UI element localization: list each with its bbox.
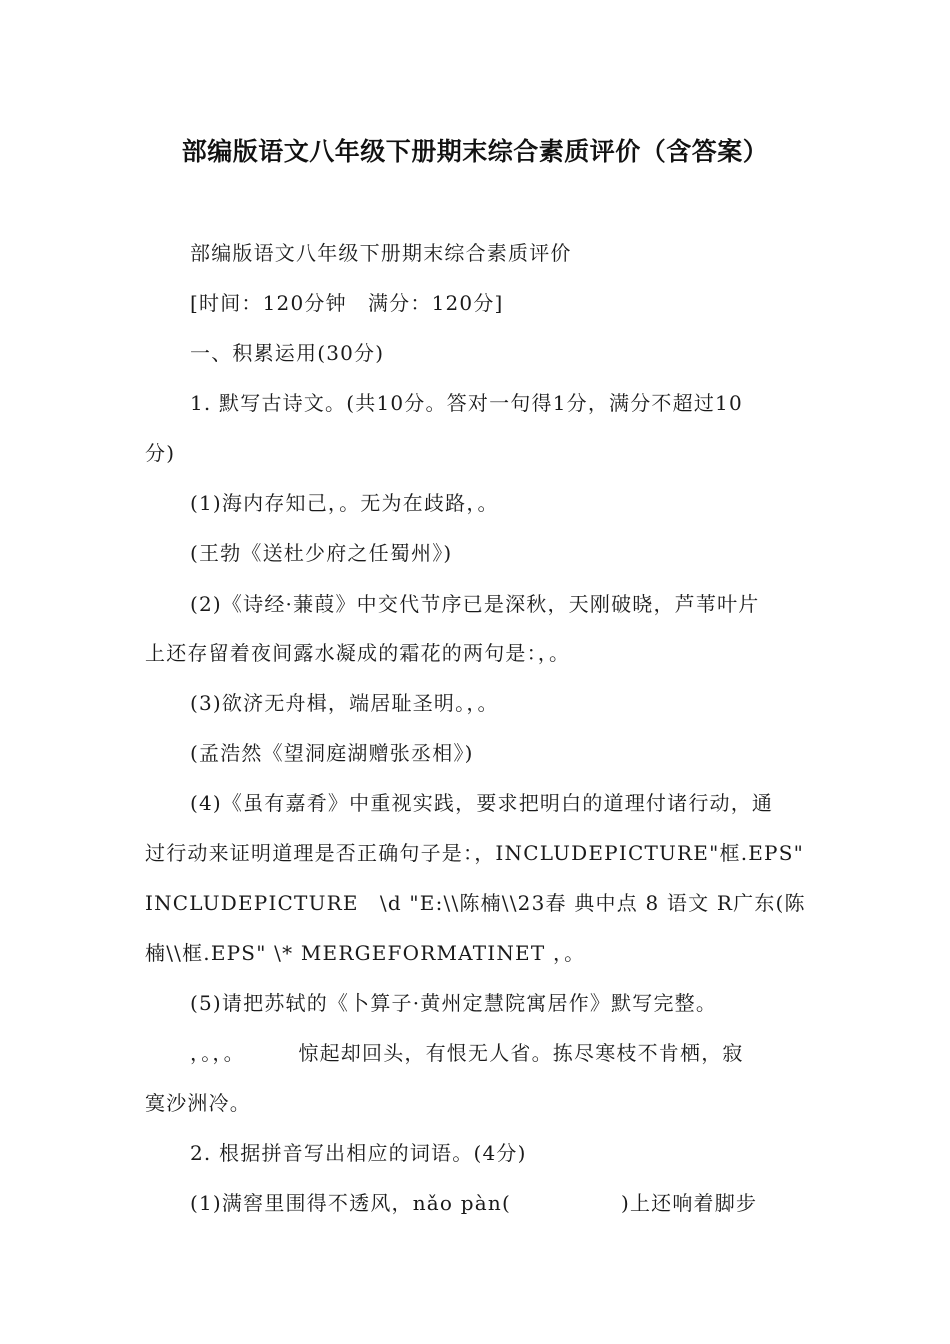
question-1-item-4-continued: 过行动来证明道理是否正确句子是：，INCLUDEPICTURE"框.EPS"	[145, 841, 805, 865]
question-1-item-4-field-code-end: 楠\\框.EPS" \* MERGEFORMATINET ，。	[145, 941, 586, 965]
question-1-item-4-field-code: INCLUDEPICTURE \d "E:\\陈楠\\23春 典中点 8 语文 R广东(陈	[145, 891, 806, 915]
question-1-item-3-source: (孟浩然《望洞庭湖赠张丞相》)	[190, 741, 474, 765]
subtitle-line: 部编版语文八年级下册期末综合素质评价	[190, 241, 572, 265]
question-1-item-2-continued: 上还存留着夜间露水凝成的霜花的两句是：，。	[145, 641, 571, 665]
question-1-item-1-source: (王勃《送杜少府之任蜀州》)	[190, 541, 453, 565]
section-heading: 一、积累运用(30分)	[190, 341, 385, 365]
question-1-item-5: (5)请把苏轼的《卜算子·黄州定慧院寓居作》默写完整。	[190, 991, 718, 1015]
exam-info-line: [时间：120分钟 满分：120分]	[190, 291, 504, 315]
question-1-item-2: (2)《诗经·蒹葭》中交代节序已是深秋，天刚破晓，芦苇叶片	[190, 592, 760, 616]
question-1-continued: 分)	[145, 441, 176, 465]
document-title: 部编版语文八年级下册期末综合素质评价（含答案）	[181, 137, 769, 166]
question-1-item-5-poem: ，。，。 惊起却回头，有恨无人省。拣尽寒枝不肯栖，寂	[190, 1041, 744, 1065]
question-1-item-3: (3)欲济无舟楫，端居耻圣明。，。	[190, 691, 499, 715]
question-2-line: 2. 根据拼音写出相应的词语。(4分)	[190, 1141, 527, 1165]
question-2-item-1	[190, 1187, 757, 1216]
question-1-item-4: (4)《虽有嘉肴》中重视实践，要求把明白的道理付诸行动，通	[190, 791, 774, 815]
question-2-item-1-text-end: )上还响着脚步	[620, 1191, 758, 1215]
question-1-item-1: (1)海内存知己，。无为在歧路，。	[190, 491, 499, 515]
question-1-item-5-poem-end: 寞沙洲冷。	[145, 1091, 251, 1115]
question-2-item-1-text: (1)满窖里围得不透风，nǎo pàn(	[190, 1191, 511, 1215]
question-1-line: 1. 默写古诗文。(共10分。答对一句得1分，满分不超过10	[190, 391, 743, 415]
